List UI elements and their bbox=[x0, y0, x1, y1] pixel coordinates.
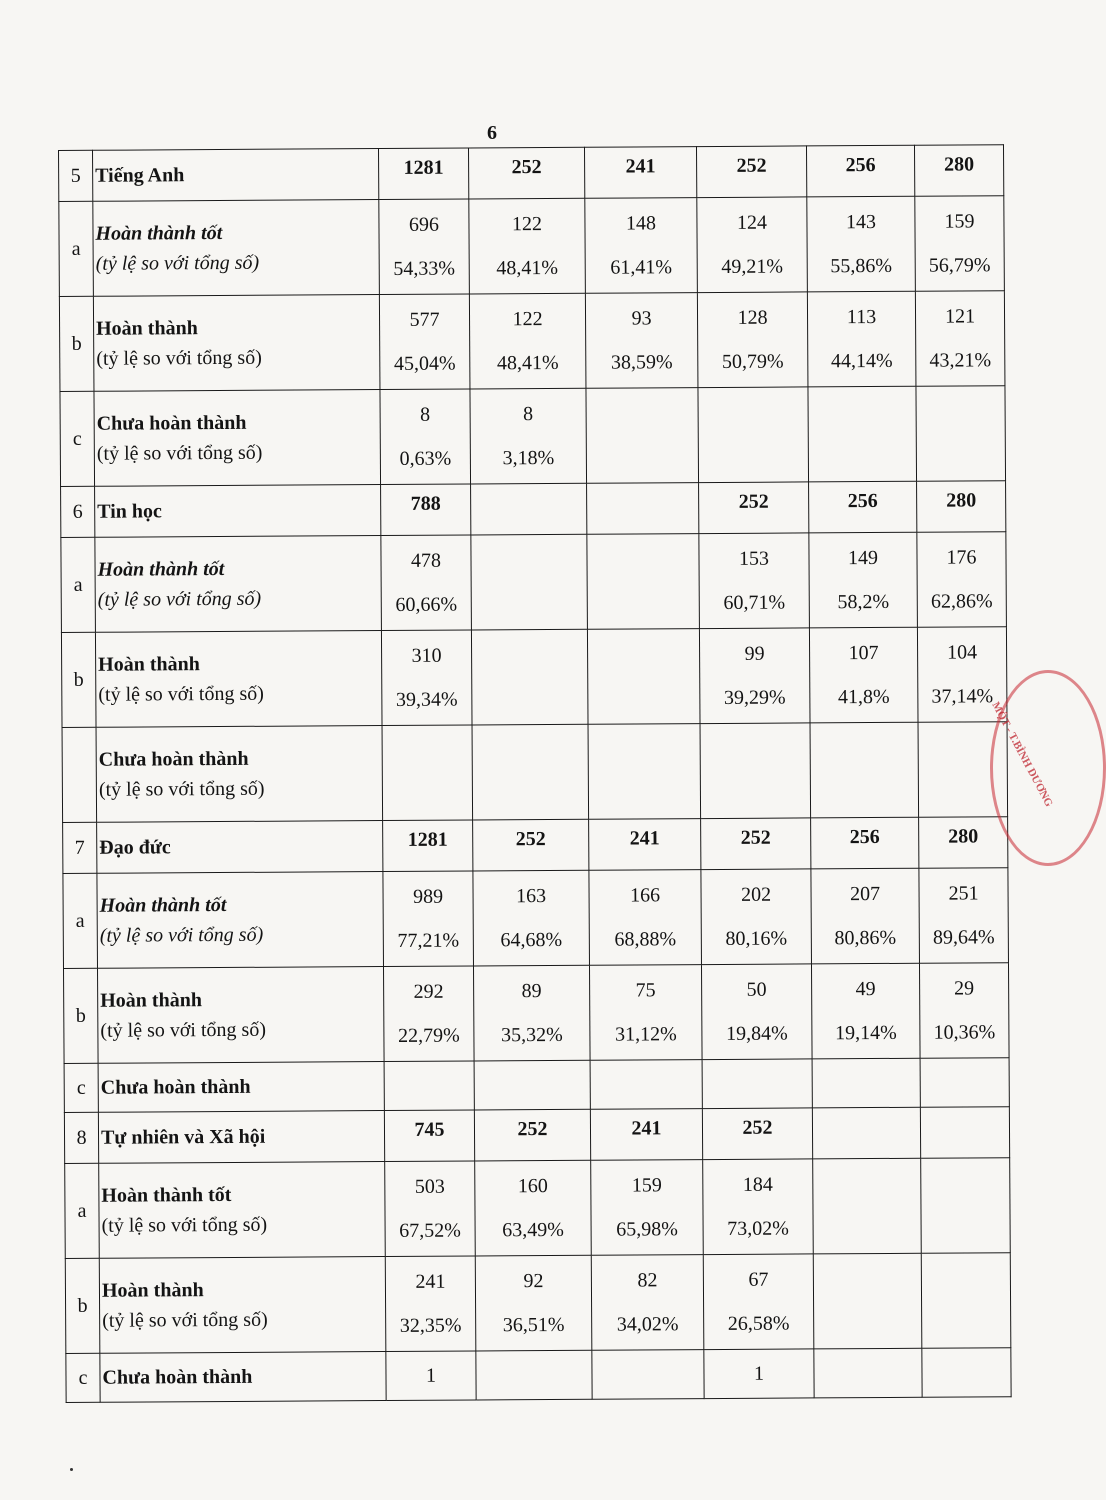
category-cell bbox=[99, 1257, 386, 1354]
value-cell bbox=[919, 868, 1009, 964]
value-cell bbox=[474, 1060, 590, 1110]
value-cell bbox=[381, 630, 472, 726]
subject-row bbox=[64, 1107, 1009, 1164]
value-cell bbox=[589, 965, 702, 1061]
value-cell bbox=[699, 533, 810, 629]
row-index: b bbox=[63, 968, 98, 1063]
ratio-label: (tỷ lệ so với tổng số) bbox=[99, 923, 264, 947]
results-table bbox=[58, 144, 1012, 1403]
category-label: Hoàn thành bbox=[100, 989, 202, 1012]
value-cell bbox=[472, 724, 589, 820]
total-cell: 241 bbox=[584, 147, 696, 199]
count-value: 310 bbox=[411, 644, 442, 667]
subject-cell bbox=[98, 1111, 384, 1164]
category-cell bbox=[97, 872, 384, 969]
category-cell bbox=[94, 390, 381, 487]
category-cell bbox=[98, 1062, 384, 1113]
value-cell bbox=[814, 1348, 922, 1398]
percent-value: 19,84% bbox=[726, 1022, 788, 1045]
ratio-label: (tỷ lệ so với tổng số) bbox=[100, 1018, 267, 1042]
row-index: 5 bbox=[59, 150, 93, 201]
count-value: 1 bbox=[425, 1364, 437, 1387]
percent-value: 73,02% bbox=[727, 1217, 789, 1240]
total-cell bbox=[471, 483, 587, 535]
result-row bbox=[61, 627, 1007, 728]
row-index: 6 bbox=[61, 486, 95, 537]
value-cell bbox=[473, 965, 590, 1061]
count-value: 50 bbox=[746, 978, 767, 1001]
count-value: 128 bbox=[737, 306, 768, 329]
total-cell: 1281 bbox=[383, 820, 473, 872]
count-value: 107 bbox=[848, 641, 879, 665]
count-value: 149 bbox=[847, 546, 879, 570]
count-value: 176 bbox=[946, 546, 977, 569]
row-index: b bbox=[65, 1258, 100, 1353]
count-value: 113 bbox=[846, 306, 877, 329]
value-cell bbox=[813, 1253, 922, 1349]
value-cell bbox=[922, 1348, 1011, 1398]
value-cell bbox=[471, 629, 588, 725]
count-value: 8 bbox=[420, 403, 431, 426]
category-label: Hoàn thành tốt bbox=[97, 557, 225, 581]
value-cell bbox=[703, 1159, 814, 1255]
total-cell: 1281 bbox=[378, 148, 468, 200]
total-cell: 252 bbox=[702, 1108, 812, 1160]
percent-value: 60,71% bbox=[723, 591, 786, 614]
count-value: 93 bbox=[631, 307, 652, 330]
percent-value: 39,34% bbox=[395, 688, 458, 711]
value-cell bbox=[473, 870, 590, 966]
subject-title: Tin học bbox=[97, 500, 162, 523]
ratio-label: (tỷ lệ so với tổng số) bbox=[95, 251, 260, 275]
count-value: 160 bbox=[517, 1175, 548, 1198]
percent-value: 34,02% bbox=[616, 1313, 679, 1336]
count-value: 122 bbox=[511, 213, 543, 236]
value-cell bbox=[813, 1158, 922, 1254]
category-cell bbox=[99, 1162, 386, 1259]
count-value: 122 bbox=[512, 308, 543, 331]
count-value: 503 bbox=[414, 1175, 445, 1198]
count-value: 989 bbox=[413, 885, 444, 908]
total-cell: 252 bbox=[701, 818, 811, 870]
count-value: 99 bbox=[744, 642, 765, 665]
value-cell bbox=[471, 534, 588, 630]
value-cell bbox=[589, 870, 702, 966]
percent-value: 56,79% bbox=[928, 254, 991, 277]
count-value: 241 bbox=[415, 1270, 446, 1293]
count-value: 143 bbox=[845, 211, 877, 234]
result-row bbox=[63, 868, 1009, 969]
category-label: Hoàn thành bbox=[98, 653, 200, 676]
category-label: Hoàn thành tốt bbox=[101, 1183, 232, 1207]
result-row bbox=[66, 1348, 1011, 1403]
percent-value: 48,41% bbox=[496, 351, 559, 375]
percent-value: 60,66% bbox=[395, 593, 458, 616]
count-value: 163 bbox=[515, 885, 547, 908]
value-cell bbox=[587, 534, 700, 630]
value-cell bbox=[476, 1350, 592, 1400]
total-cell bbox=[812, 1107, 920, 1159]
value-cell bbox=[697, 197, 808, 293]
percent-value: 65,98% bbox=[616, 1218, 678, 1241]
total-cell bbox=[920, 1107, 1009, 1159]
percent-value: 80,16% bbox=[725, 927, 788, 950]
official-stamp bbox=[990, 670, 1106, 866]
total-cell: 252 bbox=[473, 819, 589, 871]
value-cell bbox=[585, 293, 698, 389]
percent-value: 41,8% bbox=[837, 685, 890, 709]
percent-value: 67,52% bbox=[399, 1219, 462, 1242]
percent-value: 22,79% bbox=[398, 1024, 460, 1047]
ratio-label: (tỷ lệ so với tổng số) bbox=[96, 441, 263, 465]
page-number: 6 bbox=[487, 122, 497, 144]
value-cell bbox=[701, 869, 812, 965]
count-value: 89 bbox=[521, 980, 542, 1003]
category-label: Hoàn thành tốt bbox=[95, 221, 223, 245]
percent-value: 49,21% bbox=[721, 255, 784, 278]
percent-value: 19,14% bbox=[834, 1021, 897, 1045]
result-row bbox=[65, 1158, 1011, 1259]
value-cell bbox=[383, 871, 474, 967]
count-value: 29 bbox=[954, 977, 975, 1000]
percent-value: 37,14% bbox=[931, 685, 994, 708]
category-label: Chưa hoàn thành bbox=[96, 411, 247, 435]
percent-value: 45,04% bbox=[393, 352, 456, 375]
row-index: b bbox=[61, 632, 96, 727]
count-value: 159 bbox=[631, 1174, 662, 1197]
value-cell bbox=[475, 1160, 592, 1256]
count-value: 478 bbox=[410, 549, 442, 572]
ratio-label: (tỷ lệ so với tổng số) bbox=[98, 682, 264, 706]
percent-value: 58,2% bbox=[837, 590, 890, 614]
percent-value: 0,63% bbox=[399, 447, 452, 470]
table-body bbox=[59, 145, 1012, 1403]
scan-dot bbox=[70, 1468, 73, 1471]
count-value: 166 bbox=[629, 884, 661, 907]
value-cell bbox=[592, 1350, 704, 1400]
row-index: a bbox=[63, 873, 98, 968]
row-index: a bbox=[61, 537, 96, 632]
percent-value: 26,58% bbox=[727, 1312, 790, 1335]
result-row bbox=[65, 1253, 1011, 1354]
row-index: a bbox=[59, 201, 94, 296]
result-row bbox=[64, 1058, 1009, 1113]
value-cell bbox=[810, 722, 919, 818]
value-cell bbox=[811, 963, 920, 1059]
ratio-label: (tỷ lệ so với tổng số) bbox=[101, 1213, 268, 1237]
value-cell bbox=[699, 628, 810, 724]
subject-row bbox=[59, 145, 1004, 202]
value-cell bbox=[380, 389, 471, 485]
category-cell bbox=[95, 536, 382, 633]
value-cell bbox=[382, 725, 473, 821]
value-cell bbox=[807, 291, 916, 387]
count-value: 124 bbox=[736, 211, 768, 234]
count-value: 121 bbox=[944, 305, 976, 328]
count-value: 207 bbox=[849, 882, 881, 906]
result-row bbox=[62, 722, 1008, 823]
value-cell bbox=[385, 1256, 476, 1352]
count-value: 75 bbox=[635, 979, 656, 1002]
count-value: 104 bbox=[947, 641, 978, 664]
value-cell bbox=[921, 1253, 1011, 1349]
value-cell bbox=[469, 198, 586, 294]
percent-value: 62,86% bbox=[930, 590, 993, 613]
category-label: Chưa hoàn thành bbox=[98, 747, 249, 771]
category-cell bbox=[95, 631, 382, 728]
row-index: c bbox=[66, 1353, 100, 1402]
category-cell bbox=[93, 200, 380, 297]
value-cell bbox=[809, 627, 918, 723]
value-cell bbox=[591, 1160, 704, 1256]
row-index: b bbox=[59, 296, 94, 391]
ratio-label: (tỷ lệ so với tổng số) bbox=[102, 1308, 268, 1332]
count-value: 8 bbox=[523, 403, 534, 426]
value-cell bbox=[588, 724, 701, 820]
result-row bbox=[59, 291, 1005, 392]
category-cell bbox=[97, 967, 384, 1064]
value-cell bbox=[808, 386, 917, 482]
category-label: Chưa hoàn thành bbox=[102, 1365, 253, 1389]
total-cell: 280 bbox=[917, 481, 1006, 533]
percent-value: 80,86% bbox=[834, 926, 897, 950]
percent-value: 35,32% bbox=[501, 1023, 563, 1047]
result-row bbox=[59, 196, 1005, 297]
value-cell bbox=[811, 868, 920, 964]
total-cell: 241 bbox=[589, 819, 701, 871]
value-cell bbox=[586, 388, 699, 484]
percent-value: 39,29% bbox=[723, 686, 786, 709]
total-cell bbox=[587, 483, 699, 535]
value-cell bbox=[701, 964, 812, 1060]
percent-value: 31,12% bbox=[615, 1023, 677, 1046]
count-value: 202 bbox=[740, 883, 772, 906]
result-row bbox=[61, 532, 1007, 633]
value-cell bbox=[698, 387, 809, 483]
percent-value: 63,49% bbox=[502, 1218, 565, 1242]
percent-value: 36,51% bbox=[502, 1313, 565, 1337]
count-value: 292 bbox=[413, 980, 444, 1003]
total-cell: 252 bbox=[468, 147, 584, 199]
value-cell bbox=[379, 199, 470, 295]
count-value: 92 bbox=[523, 1270, 544, 1293]
total-cell: 241 bbox=[590, 1109, 702, 1161]
total-cell: 252 bbox=[474, 1109, 590, 1161]
subject-title: Tiếng Anh bbox=[95, 164, 185, 187]
value-cell bbox=[917, 532, 1007, 628]
count-value: 153 bbox=[738, 547, 770, 570]
total-cell: 280 bbox=[919, 817, 1008, 869]
value-cell bbox=[590, 1060, 702, 1110]
value-cell bbox=[587, 629, 700, 725]
percent-value: 48,41% bbox=[496, 256, 559, 280]
subject-title: Tự nhiên và Xã hội bbox=[100, 1125, 266, 1149]
category-label: Chưa hoàn thành bbox=[100, 1075, 251, 1099]
percent-value: 10,36% bbox=[933, 1021, 996, 1044]
percent-value: 89,64% bbox=[932, 926, 995, 949]
value-cell bbox=[921, 1158, 1011, 1254]
result-row bbox=[60, 386, 1006, 487]
category-cell bbox=[96, 726, 383, 823]
percent-value: 61,41% bbox=[610, 256, 673, 279]
row-index: a bbox=[65, 1163, 100, 1258]
category-label: Hoàn thành bbox=[101, 1279, 204, 1302]
subject-cell bbox=[93, 149, 379, 202]
count-value: 696 bbox=[408, 213, 440, 236]
value-cell bbox=[384, 1061, 474, 1111]
count-value: 1 bbox=[753, 1362, 765, 1385]
value-cell bbox=[469, 293, 586, 389]
total-cell: 256 bbox=[809, 481, 917, 533]
value-cell bbox=[916, 386, 1006, 482]
value-cell bbox=[381, 535, 472, 631]
count-value: 159 bbox=[944, 210, 975, 233]
value-cell bbox=[807, 196, 916, 292]
value-cell bbox=[591, 1255, 704, 1351]
percent-value: 68,88% bbox=[614, 928, 677, 951]
value-cell bbox=[920, 1058, 1009, 1108]
total-cell: 788 bbox=[381, 484, 471, 536]
subject-title: Đạo đức bbox=[99, 836, 171, 859]
value-cell bbox=[704, 1349, 814, 1399]
subject-row bbox=[63, 817, 1008, 874]
value-cell bbox=[919, 963, 1009, 1059]
row-index: c bbox=[64, 1063, 98, 1112]
percent-value: 55,86% bbox=[830, 254, 893, 278]
stamp-text: MỘT - T.BÌNH DƯƠNG bbox=[989, 700, 1055, 809]
value-cell bbox=[703, 1254, 814, 1350]
value-cell bbox=[915, 291, 1005, 387]
total-cell: 745 bbox=[384, 1110, 474, 1162]
ratio-label: (tỷ lệ so với tổng số) bbox=[96, 346, 262, 370]
value-cell bbox=[383, 966, 474, 1062]
count-value: 184 bbox=[742, 1173, 773, 1196]
value-cell bbox=[475, 1255, 592, 1351]
ratio-label: (tỷ lệ so với tổng số) bbox=[97, 587, 262, 611]
percent-value: 32,35% bbox=[399, 1314, 462, 1337]
category-cell bbox=[100, 1352, 386, 1403]
value-cell bbox=[697, 292, 808, 388]
category-cell bbox=[93, 295, 380, 392]
percent-value: 44,14% bbox=[830, 349, 893, 373]
total-cell: 252 bbox=[699, 482, 809, 534]
count-value: 82 bbox=[637, 1269, 658, 1292]
total-cell: 256 bbox=[806, 145, 914, 197]
row-index: 8 bbox=[64, 1112, 98, 1163]
row-index bbox=[62, 727, 97, 822]
subject-cell bbox=[97, 821, 383, 874]
value-cell bbox=[585, 198, 698, 294]
value-cell bbox=[702, 1059, 812, 1109]
percent-value: 38,59% bbox=[610, 351, 673, 374]
value-cell bbox=[470, 388, 587, 484]
value-cell bbox=[379, 294, 470, 390]
count-value: 577 bbox=[409, 308, 440, 331]
percent-value: 43,21% bbox=[929, 349, 992, 372]
total-cell: 256 bbox=[811, 817, 919, 869]
result-row bbox=[63, 963, 1009, 1064]
total-cell: 252 bbox=[696, 146, 806, 198]
subject-row bbox=[61, 481, 1006, 538]
count-value: 49 bbox=[855, 978, 876, 1001]
category-label: Hoàn thành bbox=[96, 317, 198, 340]
subject-cell bbox=[95, 485, 381, 538]
value-cell bbox=[385, 1161, 476, 1257]
row-index: 7 bbox=[63, 822, 97, 873]
row-index: c bbox=[60, 391, 95, 486]
value-cell bbox=[809, 532, 918, 628]
count-value: 67 bbox=[748, 1268, 769, 1291]
percent-value: 50,79% bbox=[721, 350, 784, 373]
total-cell: 280 bbox=[914, 145, 1003, 197]
percent-value: 77,21% bbox=[397, 929, 460, 952]
percent-value: 3,18% bbox=[502, 446, 555, 470]
ratio-label: (tỷ lệ so với tổng số) bbox=[98, 777, 265, 801]
value-cell bbox=[386, 1351, 476, 1401]
count-value: 148 bbox=[625, 212, 657, 235]
value-cell bbox=[700, 723, 811, 819]
percent-value: 54,33% bbox=[393, 257, 456, 280]
value-cell bbox=[915, 196, 1005, 292]
count-value: 251 bbox=[948, 882, 979, 905]
percent-value: 64,68% bbox=[500, 928, 563, 952]
category-label: Hoàn thành tốt bbox=[99, 893, 227, 917]
value-cell bbox=[812, 1058, 920, 1108]
